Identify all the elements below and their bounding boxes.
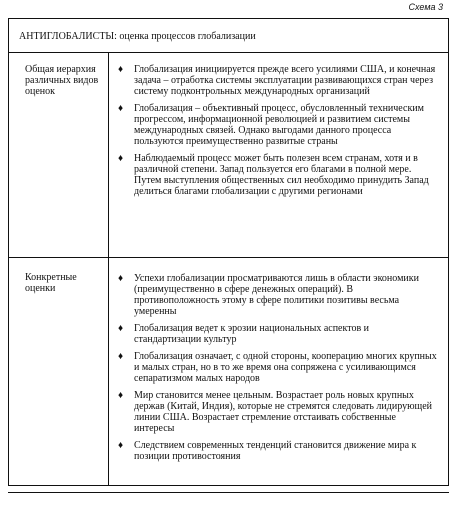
bottom-rule [8, 492, 449, 493]
list-item-text: Наблюдаемый процесс может быть полезен всем странам, хотя и в различной степени. Запад пользуется его благами в полной мере. Путем выступления общественных сил необходимо принудить Запад делиться благами глобализации с другими регионами [134, 153, 429, 197]
diamond-bullet-icon: ♦ [118, 153, 124, 164]
list-item [111, 323, 437, 345]
list-item [111, 390, 437, 434]
table-header [9, 19, 448, 53]
section-list-general [111, 64, 437, 203]
diamond-bullet-icon: ♦ [118, 103, 124, 114]
list-item [111, 273, 437, 317]
diamond-bullet-icon: ♦ [118, 440, 124, 451]
list-item-text: Глобализация означает, с одной стороны, кооперацию многих крупных и малых стран, но в то же время она сопряжена с усиливающимся сепаратизмом малых народов [134, 351, 437, 384]
list-item-text: Глобализация ведет к эрозии национальных аспектов и стандартизации культур [134, 323, 370, 345]
diamond-bullet-icon: ♦ [118, 323, 124, 334]
diamond-bullet-icon: ♦ [118, 64, 124, 75]
list-item-text: Мир становится менее цельным. Возрастает роль новых крупных держав (Китай, Индия), которые не стремятся следовать лидирующей линии США. Возрастает стремление отстаивать собственные интересы [134, 390, 433, 434]
list-item-text: Следствием современных тенденций становится движение мира к позиции противостояния [134, 440, 417, 462]
list-item [111, 64, 437, 97]
table-title: АНТИГЛОБАЛИСТЫ: оценка процессов глобализации [19, 31, 256, 42]
list-item [111, 351, 437, 384]
section-heading-general: Общая иерархия различных видов оценок [25, 64, 99, 97]
list-item [111, 153, 437, 197]
diamond-bullet-icon: ♦ [118, 351, 124, 362]
row-divider [9, 257, 448, 258]
list-item-text: Глобализация инициируется прежде всего усилиями США, и конечная задача – отработка системы эксплуатации развивающихся стран через систему подконтрольных международных организаций [134, 64, 436, 97]
list-item [111, 103, 437, 147]
assessment-table [8, 18, 449, 486]
diamond-bullet-icon: ♦ [118, 390, 124, 401]
list-item-text: Успехи глобализации просматриваются лишь в области экономики (преимущественно в сфере денежных операций). В противоположность этому в сфере политики позитивы весьма умеренны [134, 273, 419, 317]
scheme-label: Схема 3 [408, 2, 443, 12]
diamond-bullet-icon: ♦ [118, 273, 124, 284]
list-item [111, 440, 437, 462]
section-list-specific [111, 273, 437, 468]
column-divider [108, 53, 109, 485]
section-heading-specific: Конкретные оценки [25, 272, 77, 294]
list-item-text: Глобализация – объективный процесс, обусловленный техническим прогрессом, информационной революцией и развитием системы международных связей. Однако выгодами данного процесса пользуются преимущественно развитые страны [134, 103, 424, 147]
